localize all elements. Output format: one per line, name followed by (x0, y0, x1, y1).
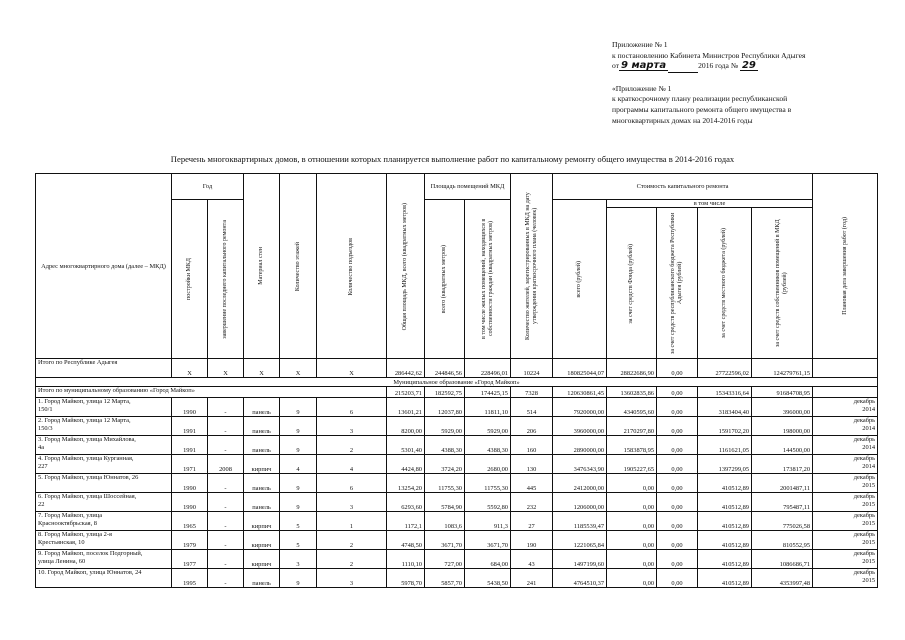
appendix-line: к постановлению Кабинета Министров Республики Адыгея (612, 50, 806, 60)
address-cell (36, 531, 172, 550)
cell-premises-residential: 3671,70 (465, 531, 511, 550)
header-floors: Количество этажей (280, 174, 317, 359)
header-entrances: Количество подъездов (317, 174, 387, 359)
address-line-1: 4. Город Майкоп, улица Курганная, (38, 455, 134, 463)
cell-total-area: 6293,60 (387, 493, 425, 512)
cell: Х (172, 359, 208, 378)
cell: 124279761,15 (752, 359, 813, 378)
address-line-2: 227 (38, 462, 48, 470)
cell-floors: 5 (280, 531, 317, 550)
cell-built: 1990 (172, 474, 208, 493)
cell-premises-total: 5929,00 (425, 417, 465, 436)
planned-date-cell (813, 531, 878, 550)
cell-cost-total: 4764510,37 (553, 569, 607, 588)
cell-last-repair: - (208, 398, 244, 417)
table-row (36, 417, 878, 436)
cell-built: 1990 (172, 398, 208, 417)
cell: 228496,01 (465, 359, 511, 378)
cell-fund: 0,00 (607, 531, 657, 550)
cell: 0,00 (657, 359, 698, 378)
cell-last-repair: - (208, 531, 244, 550)
cell-republic: 0,00 (657, 455, 698, 474)
cell: Х (244, 359, 280, 378)
cell-residents: 190 (511, 531, 553, 550)
cell-built: 1965 (172, 512, 208, 531)
cell-premises-total: 5784,90 (425, 493, 465, 512)
cell-owners: 795487,11 (752, 493, 813, 512)
planned-year: 2015 (862, 500, 876, 508)
cell-owners: 775026,58 (752, 512, 813, 531)
cell: Х (208, 359, 244, 378)
cell-wall: кирпич (244, 455, 280, 474)
planned-month: декабрь (853, 512, 876, 520)
cell-entrances: 2 (317, 531, 387, 550)
address-cell (36, 398, 172, 417)
planned-date-cell (813, 417, 878, 436)
cell-residents: 43 (511, 550, 553, 569)
planned-date-cell (813, 436, 878, 455)
cell-cost-total: 7920000,00 (553, 398, 607, 417)
cell-floors: 9 (280, 569, 317, 588)
address-line-1: 2. Город Майкоп, улица 12 Марта, (38, 417, 131, 425)
cell-built: 1995 (172, 569, 208, 588)
cell: Х (317, 359, 387, 378)
table-row (36, 550, 878, 569)
cell-premises-total: 4388,30 (425, 436, 465, 455)
cell-residents: 445 (511, 474, 553, 493)
cell-residents: 514 (511, 398, 553, 417)
cell-wall: панель (244, 474, 280, 493)
cell-floors: 4 (280, 455, 317, 474)
planned-month: декабрь (853, 455, 876, 463)
planned-year: 2015 (862, 576, 876, 584)
header-year-group: Год (172, 174, 244, 200)
planned-date-cell (813, 569, 878, 588)
header-local: за счет средств местного бюджета (рублей) (698, 208, 752, 359)
address-cell (36, 474, 172, 493)
cell-wall: кирпич (244, 531, 280, 550)
cell-owners: 396000,00 (752, 398, 813, 417)
appendix-block (612, 40, 897, 126)
appendix-quote-line: к краткосрочному плану реализации республиканской (612, 94, 788, 104)
cell-total-area: 4748,50 (387, 531, 425, 550)
cell-cost-total: 1185539,47 (553, 512, 607, 531)
document-title: Перечень многоквартирных домов, в отношении которых планируется выполнение работ по капитальному ремонту общего имущества в 2014-2016 годах (170, 154, 735, 164)
municipality-total-row (36, 387, 878, 398)
planned-date-cell (813, 398, 878, 417)
cell-cost-total: 1497199,60 (553, 550, 607, 569)
cell-last-repair: - (208, 550, 244, 569)
cell-owners: 810552,95 (752, 531, 813, 550)
cell-fund: 0,00 (607, 569, 657, 588)
planned-month: декабрь (853, 474, 876, 482)
cell-last-repair: 2008 (208, 455, 244, 474)
cell (813, 359, 878, 378)
header-wall-material: Материал стен (244, 174, 280, 359)
cell-local: 1397299,05 (698, 455, 752, 474)
cell-residents: 160 (511, 436, 553, 455)
cell-premises-total: 12037,80 (425, 398, 465, 417)
cell-entrances: 3 (317, 417, 387, 436)
cell-wall: панель (244, 569, 280, 588)
cell-total-area: 5978,70 (387, 569, 425, 588)
cell: 215203,71 (387, 387, 425, 398)
cell: 7328 (511, 387, 553, 398)
cell-last-repair: - (208, 512, 244, 531)
address-cell (36, 493, 172, 512)
cell-cost-total: 2412000,00 (553, 474, 607, 493)
cell-local: 3183404,40 (698, 398, 752, 417)
planned-year: 2014 (862, 405, 876, 413)
cell-local: 410512,89 (698, 512, 752, 531)
year-text: 2016 года № (698, 61, 739, 71)
cell-owners: 4353997,48 (752, 569, 813, 588)
cell-local: 410512,89 (698, 474, 752, 493)
cell: 182592,75 (425, 387, 465, 398)
cell-owners: 173817,20 (752, 455, 813, 474)
cell-premises-residential: 5929,00 (465, 417, 511, 436)
municipality-header-row (36, 378, 878, 387)
cell-local: 410512,89 (698, 531, 752, 550)
cell-premises-residential: 911,3 (465, 512, 511, 531)
address-cell (36, 455, 172, 474)
cell-cost-total: 2890000,00 (553, 436, 607, 455)
housing-table (35, 173, 878, 588)
handwritten-number: 29 (741, 60, 756, 72)
address-line-1: 1. Город Майкоп, улица 12 Марта, (38, 398, 131, 406)
cell: 27722596,02 (698, 359, 752, 378)
cell-floors: 3 (280, 550, 317, 569)
header-cost-total: всего (рублей) (553, 200, 607, 359)
header-cost-group: Стоимость капитального ремонта (553, 174, 813, 200)
cell-local: 410512,89 (698, 569, 752, 588)
header-last-repair: завершение последнего капитального ремонта (208, 200, 244, 359)
cell-floors: 9 (280, 398, 317, 417)
cell-premises-residential: 4388,30 (465, 436, 511, 455)
address-line-2: Краснооктябрьская, 8 (38, 519, 97, 527)
from-label: от (612, 61, 620, 71)
cell-entrances: 2 (317, 436, 387, 455)
cell-premises-residential: 5592,80 (465, 493, 511, 512)
address-line-1: 5. Город Майкоп, улица Юннатов, 26 (38, 474, 139, 482)
cell-built: 1990 (172, 493, 208, 512)
planned-year: 2014 (862, 462, 876, 470)
header-premises-residential: в том числе жилых помещений, находящихся в собственности граждан (квадратных метров) (465, 200, 511, 359)
address-cell (36, 417, 172, 436)
cell-floors: 9 (280, 417, 317, 436)
cell-last-repair: - (208, 569, 244, 588)
municipality-header: Муниципальное образование «Город Майкоп» (36, 378, 878, 387)
table-row (36, 455, 878, 474)
appendix-quote-line: многоквартирных домах на 2014-2016 годы (612, 115, 753, 125)
planned-month: декабрь (853, 436, 876, 444)
cell-total-area: 13601,21 (387, 398, 425, 417)
cell-premises-total: 3724,20 (425, 455, 465, 474)
planned-year: 2015 (862, 481, 876, 489)
cell-republic: 0,00 (657, 493, 698, 512)
cell-built: 1991 (172, 417, 208, 436)
cell-republic: 0,00 (657, 474, 698, 493)
address-line-1: 7. Город Майкоп, улица (38, 512, 103, 520)
address-line-1: 10. Город Майкоп, улица Юннатов, 24 (38, 569, 142, 577)
address-line-2: улица Ленина, 60 (38, 557, 86, 565)
cell-total-area: 5301,40 (387, 436, 425, 455)
cell-cost-total: 1206000,00 (553, 493, 607, 512)
planned-date-cell (813, 493, 878, 512)
table-row (36, 398, 878, 417)
cell: 10224 (511, 359, 553, 378)
table-row (36, 474, 878, 493)
address-line-1: 3. Город Майкоп, улица Михайлова, (38, 436, 136, 444)
cell-premises-residential: 684,00 (465, 550, 511, 569)
cell-local: 410512,89 (698, 550, 752, 569)
header-planned-date: Плановая дата завершения работ (год) (813, 174, 878, 359)
header-premises-total: всего (квадратных метров) (425, 200, 465, 359)
cell-residents: 232 (511, 493, 553, 512)
cell: 244846,56 (425, 359, 465, 378)
cell-republic: 0,00 (657, 569, 698, 588)
planned-month: декабрь (853, 531, 876, 539)
cell-owners: 2001487,11 (752, 474, 813, 493)
cell-premises-residential: 2680,00 (465, 455, 511, 474)
header-total-area: Общая площадь МКД, всего (квадратных метров) (387, 174, 425, 359)
cell: 28822686,90 (607, 359, 657, 378)
address-line-1: 8. Город Майкоп, улица 2-я (38, 531, 112, 539)
cell-residents: 241 (511, 569, 553, 588)
table-row (36, 493, 878, 512)
planned-date-cell (813, 512, 878, 531)
cell-fund: 4340595,60 (607, 398, 657, 417)
cell-residents: 27 (511, 512, 553, 531)
cell: 174425,15 (465, 387, 511, 398)
cell-republic: 0,00 (657, 512, 698, 531)
cell (813, 387, 878, 398)
cell-entrances: 2 (317, 550, 387, 569)
cell-built: 1979 (172, 531, 208, 550)
cell-wall: панель (244, 436, 280, 455)
cell-residents: 206 (511, 417, 553, 436)
cell-last-repair: - (208, 417, 244, 436)
cell-fund: 0,00 (607, 550, 657, 569)
table-row (36, 436, 878, 455)
planned-year: 2014 (862, 443, 876, 451)
planned-date-cell (813, 550, 878, 569)
planned-month: декабрь (853, 493, 876, 501)
date-underline (668, 61, 698, 73)
cell-republic: 0,00 (657, 531, 698, 550)
total-row (36, 359, 878, 378)
planned-month: декабрь (853, 550, 876, 558)
planned-date-cell (813, 455, 878, 474)
planned-date-cell (813, 474, 878, 493)
cell-owners: 198000,00 (752, 417, 813, 436)
cell-fund: 0,00 (607, 512, 657, 531)
cell-premises-total: 5857,70 (425, 569, 465, 588)
cell-premises-total: 727,00 (425, 550, 465, 569)
address-cell (36, 436, 172, 455)
cell-fund: 2170297,80 (607, 417, 657, 436)
handwritten-date: 9 марта (621, 60, 667, 72)
header-republic: за счет средств республиканского бюджета Республики Адыгея (рублей) (657, 208, 698, 359)
header-built: постройки МКД (172, 200, 208, 359)
cell-wall: кирпич (244, 550, 280, 569)
planned-month: декабрь (853, 569, 876, 577)
cell-fund: 1905227,65 (607, 455, 657, 474)
appendix-quote-line: программы капитального ремонта общего имущества в (612, 104, 792, 114)
header-fund: за счет средств Фонда (рублей) (607, 208, 657, 359)
cell-premises-residential: 5438,50 (465, 569, 511, 588)
address-line-2: 22 (38, 500, 45, 508)
address-cell (36, 512, 172, 531)
cell-fund: 0,00 (607, 474, 657, 493)
cell-entrances: 6 (317, 474, 387, 493)
cell-built: 1977 (172, 550, 208, 569)
address-line-1: 9. Город Майкоп, поселок Подгорный, (38, 550, 143, 558)
cell-premises-total: 11755,30 (425, 474, 465, 493)
cell-republic: 0,00 (657, 398, 698, 417)
cell: Х (280, 359, 317, 378)
planned-year: 2015 (862, 557, 876, 565)
address-cell (36, 550, 172, 569)
cell-last-repair: - (208, 493, 244, 512)
cell-total-area: 8200,00 (387, 417, 425, 436)
address-line-2: 4а (38, 443, 45, 451)
cell-cost-total: 1221065,84 (553, 531, 607, 550)
appendix-line: Приложение № 1 (612, 40, 668, 49)
cell-entrances: 4 (317, 455, 387, 474)
cell-fund: 1583878,95 (607, 436, 657, 455)
cell-wall: панель (244, 417, 280, 436)
cell-fund: 0,00 (607, 493, 657, 512)
planned-year: 2014 (862, 424, 876, 432)
cell-republic: 0,00 (657, 550, 698, 569)
header-owners: за счет средств собственников помещений в МКД (рублей) (752, 208, 813, 359)
cell: 0,00 (657, 387, 698, 398)
cell-premises-residential: 11811,10 (465, 398, 511, 417)
header-address: Адрес многоквартирного дома (далее – МКД) (36, 174, 172, 359)
planned-month: декабрь (853, 417, 876, 425)
cell-built: 1991 (172, 436, 208, 455)
cell-last-repair: - (208, 474, 244, 493)
cell-floors: 5 (280, 512, 317, 531)
cell-floors: 9 (280, 436, 317, 455)
appendix-quote-line: «Приложение № 1 (612, 83, 672, 93)
cell-residents: 130 (511, 455, 553, 474)
cell: 120630861,45 (553, 387, 607, 398)
cell-wall: кирпич (244, 512, 280, 531)
cell-premises-total: 1083,6 (425, 512, 465, 531)
cell-last-repair: - (208, 436, 244, 455)
address-line-1: 6. Город Майкоп, улица Шоссейная, (38, 493, 137, 501)
cell-local: 1591702,20 (698, 417, 752, 436)
address-line-2: 150/1 (38, 405, 53, 413)
cell-floors: 9 (280, 474, 317, 493)
cell-premises-residential: 11755,30 (465, 474, 511, 493)
cell-republic: 0,00 (657, 436, 698, 455)
cell-total-area: 1172,1 (387, 512, 425, 531)
cell-cost-total: 3476343,90 (553, 455, 607, 474)
cell: 286442,62 (387, 359, 425, 378)
planned-month: декабрь (853, 398, 876, 406)
cell-local: 1161621,05 (698, 436, 752, 455)
cell-owners: 1086686,71 (752, 550, 813, 569)
cell-entrances: 3 (317, 493, 387, 512)
header-residents: Количество жителей, зарегистрированных в МКД на дату утверждения краткосрочного плана (человек) (511, 174, 553, 359)
address-cell (36, 569, 172, 588)
planned-year: 2015 (862, 538, 876, 546)
cell-owners: 144500,00 (752, 436, 813, 455)
cell-local: 410512,89 (698, 493, 752, 512)
cell-entrances: 3 (317, 569, 387, 588)
cell: 91684708,95 (752, 387, 813, 398)
header-premises-group: Площадь помещений МКД (425, 174, 511, 200)
cell-republic: 0,00 (657, 417, 698, 436)
municipality-total-label: Итого по муниципальному образованию «Город Майкоп» (36, 387, 387, 398)
cell-total-area: 13254,20 (387, 474, 425, 493)
cell: 180825044,07 (553, 359, 607, 378)
table-row (36, 569, 878, 588)
cell-built: 1971 (172, 455, 208, 474)
table-row (36, 512, 878, 531)
cell-wall: панель (244, 493, 280, 512)
table-row (36, 531, 878, 550)
appendix-date-line (612, 61, 897, 73)
cell-total-area: 4424,80 (387, 455, 425, 474)
address-line-2: Крестьянская, 10 (38, 538, 85, 546)
total-label: Итого по Республике Адыгея (36, 359, 172, 378)
cell-floors: 9 (280, 493, 317, 512)
address-line-2: 150/3 (38, 424, 53, 432)
cell: 15343316,64 (698, 387, 752, 398)
cell: 13602835,86 (607, 387, 657, 398)
cell-wall: панель (244, 398, 280, 417)
cell-premises-total: 3671,70 (425, 531, 465, 550)
cell-cost-total: 3960000,00 (553, 417, 607, 436)
cell-total-area: 1110,10 (387, 550, 425, 569)
planned-year: 2015 (862, 519, 876, 527)
cell-entrances: 6 (317, 398, 387, 417)
header-incl: в том числе (607, 200, 813, 208)
cell-entrances: 1 (317, 512, 387, 531)
